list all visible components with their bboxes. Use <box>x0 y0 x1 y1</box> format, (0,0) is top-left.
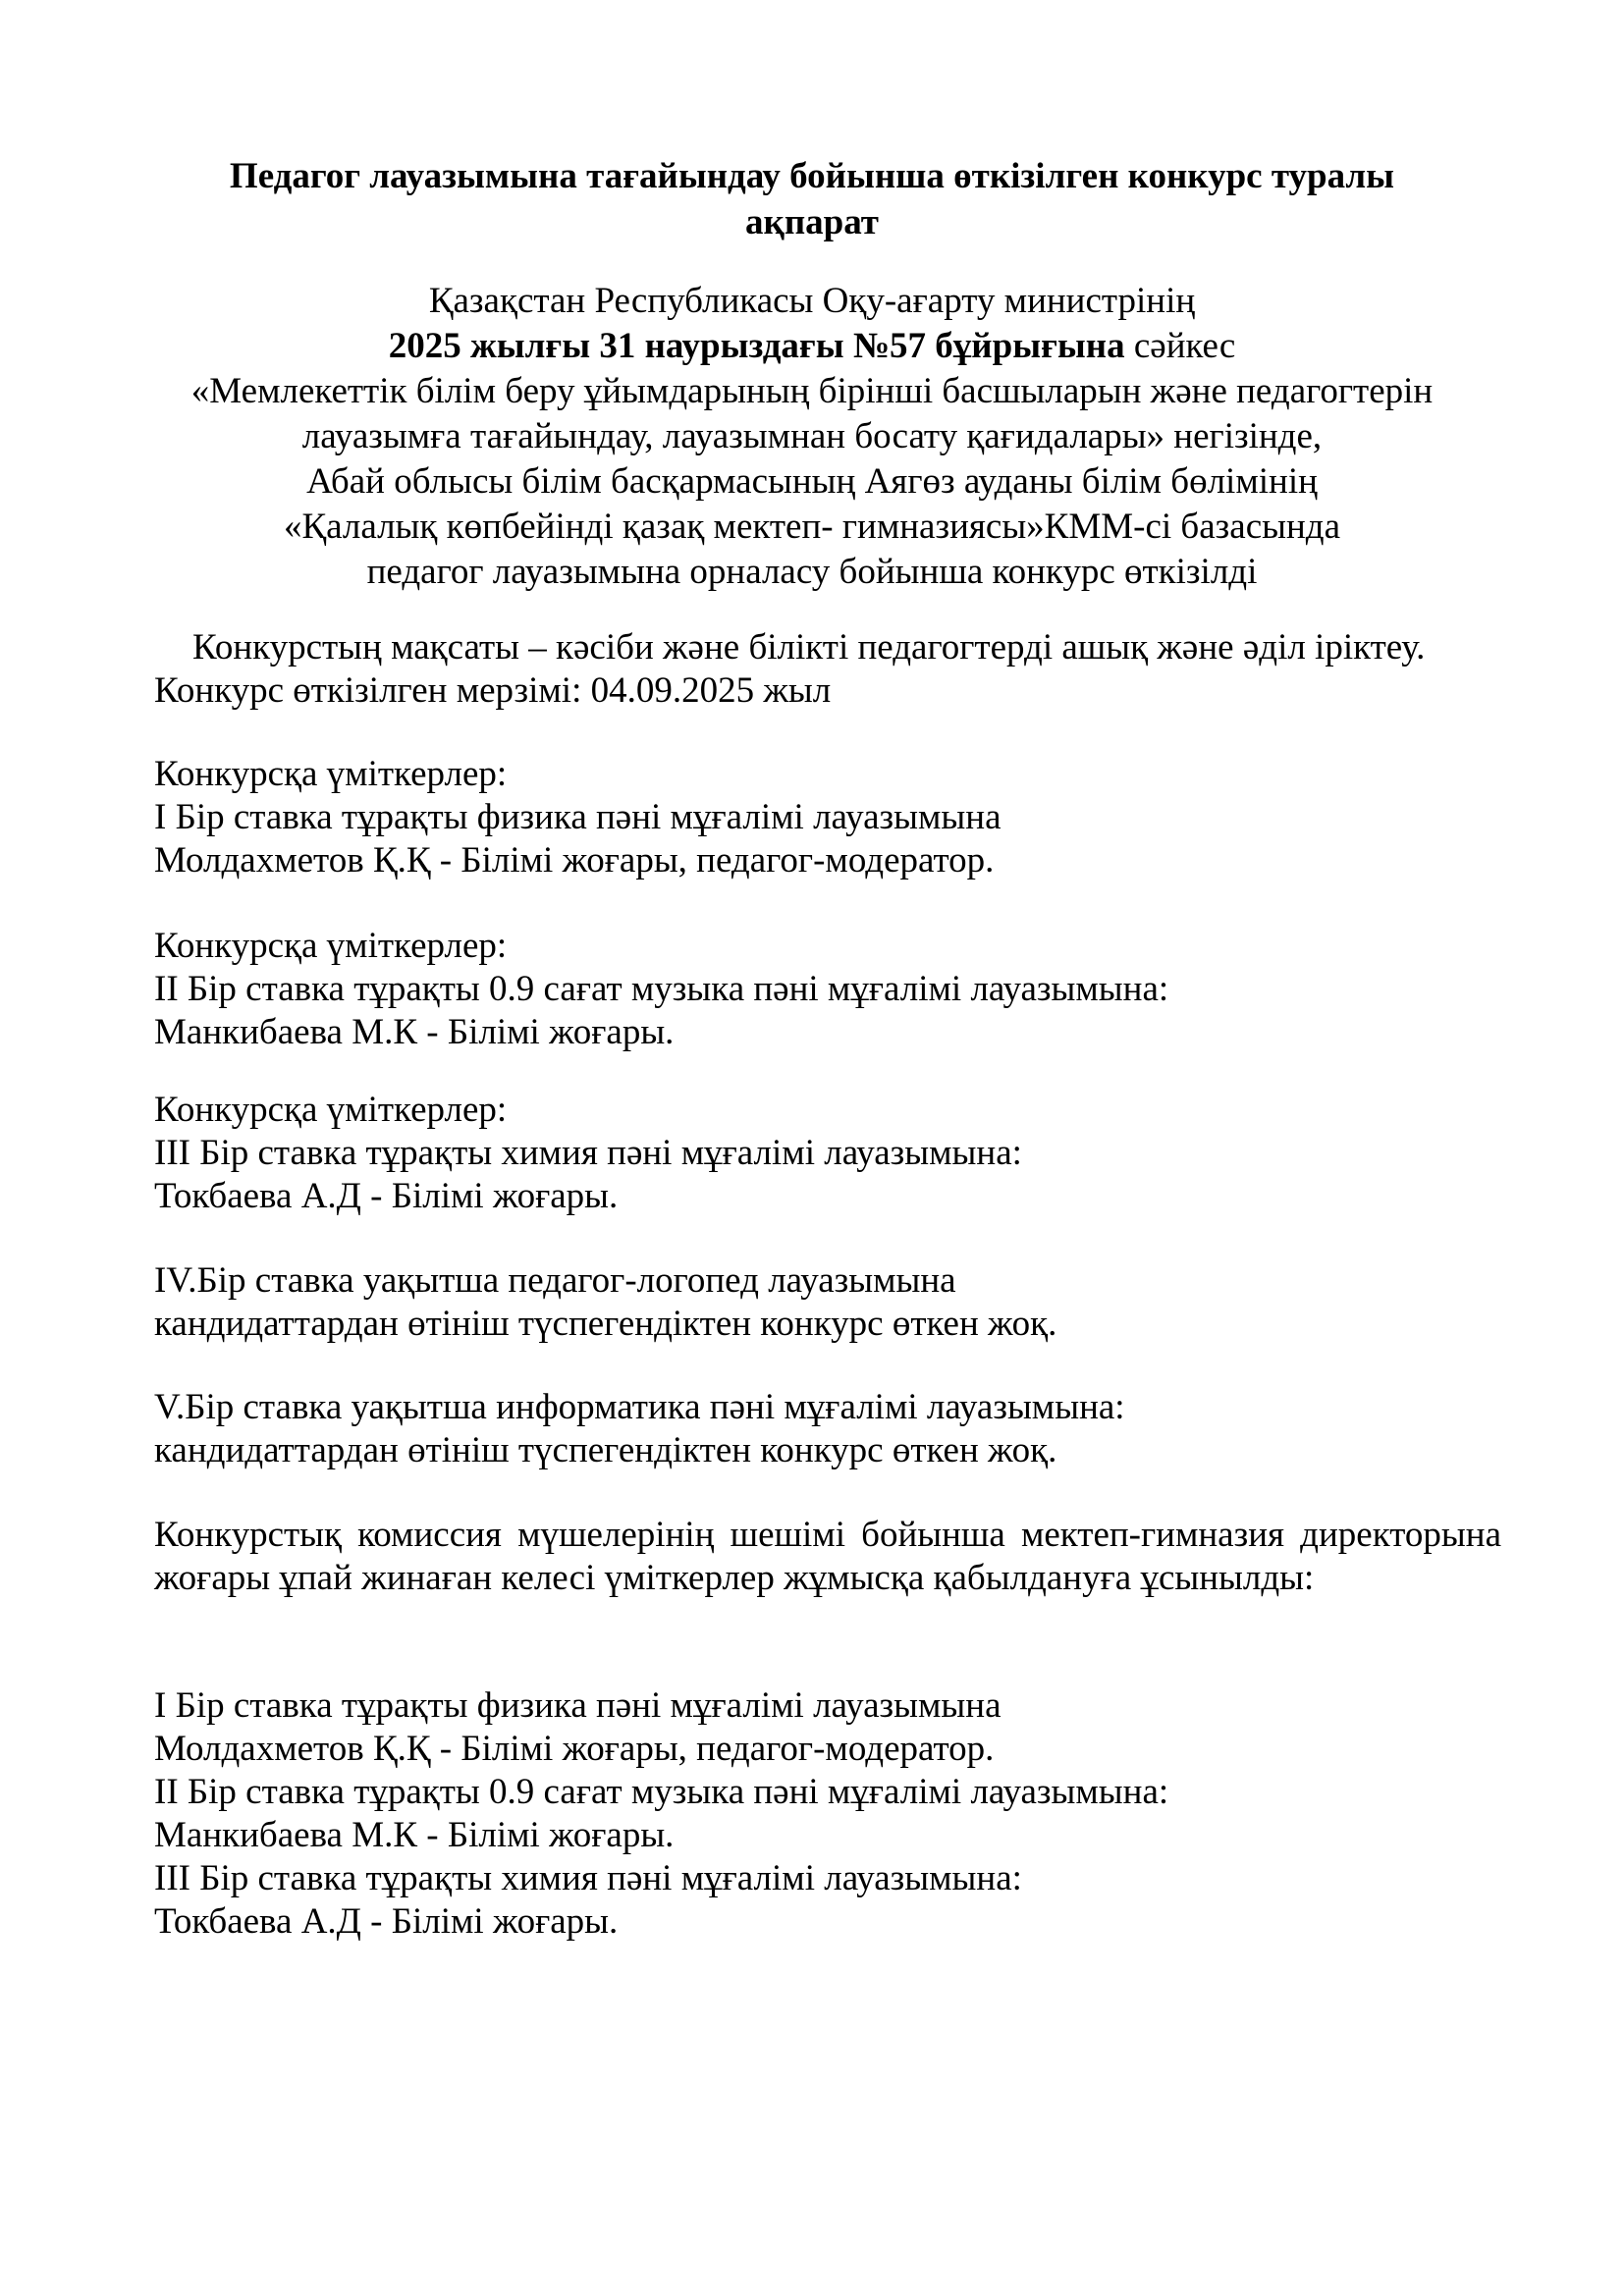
intro-line-6: «Қалалық көпбейінді қазақ мектеп- гимназиясы»КММ-сі базасында <box>283 507 1341 547</box>
section-5 <box>154 1386 1499 1472</box>
section-2-position: II Бір ставка тұрақты 0.9 сағат музыка пәні мұғалімі лауазымына: <box>154 969 1169 1009</box>
intro-line-5: Абай облысы білім басқармасының Аягөз ауданы білім бөлімінің <box>306 461 1318 502</box>
recommended-1-position: I Бір ставка тұрақты физика пәні мұғалімі лауазымына <box>154 1685 1001 1726</box>
section-4 <box>154 1259 1499 1346</box>
document-title <box>128 153 1496 245</box>
section-3-candidate: Токбаева А.Д - Білімі жоғары. <box>154 1176 619 1216</box>
purpose-block <box>154 626 1499 713</box>
intro-line-4: лауазымға тағайындау, лауазымнан босату қағидалары» негізінде, <box>301 416 1323 456</box>
section-2 <box>154 925 1499 1054</box>
section-1-candidate: Молдахметов Қ.Қ - Білімі жоғары, педагог-модератор. <box>154 840 995 881</box>
section-1-header: Конкурсқа үміткерлер: <box>154 754 508 794</box>
section-2-header: Конкурсқа үміткерлер: <box>154 926 508 966</box>
title-line-2: ақпарат <box>745 202 879 242</box>
intro-line-7: педагог лауазымына орналасу бойынша конкурс өткізілді <box>366 552 1258 592</box>
section-3 <box>154 1089 1499 1218</box>
section-1 <box>154 753 1499 882</box>
recommended-2-candidate: Манкибаева М.К - Білімі жоғары. <box>154 1815 675 1855</box>
section-3-position: III Бір ставка тұрақты химия пәні мұғалімі лауазымына: <box>154 1133 1022 1173</box>
recommended-1-candidate: Молдахметов Қ.Қ - Білімі жоғары, педагог-модератор. <box>154 1729 995 1769</box>
section-5-position: V.Бір ставка уақытша информатика пәні мұғалімі лауазымына: <box>154 1387 1125 1427</box>
recommended-list <box>154 1684 1499 1944</box>
section-4-note: кандидаттардан өтініш түспегендіктен конкурс өткен жоқ. <box>154 1304 1057 1344</box>
intro-line-2-rest: сәйкес <box>1124 326 1236 366</box>
recommended-3-position: III Бір ставка тұрақты химия пәні мұғалімі лауазымына: <box>154 1858 1022 1898</box>
intro-block <box>128 279 1496 595</box>
purpose-line: Конкурстың мақсаты – кәсіби және білікті педагогтерді ашық және әділ іріктеу. <box>192 627 1426 667</box>
intro-line-3: «Мемлекеттік білім беру ұйымдарының бірінші басшыларын және педагогтерін <box>190 371 1434 411</box>
section-1-position: I Бір ставка тұрақты физика пәні мұғалімі лауазымына <box>154 797 1001 837</box>
commission-decision: Конкурстық комиссия мүшелерінің шешімі бойынша мектеп-гимназия директорына жоғары ұпай жинаған келесі үміткерлер жұмысқа қабылдануға ұсынылды: <box>154 1515 1501 1598</box>
section-3-header: Конкурсқа үміткерлер: <box>154 1090 508 1130</box>
order-reference: 2025 жылғы 31 наурыздағы №57 бұйрығына <box>388 326 1125 366</box>
title-line-1: Педагог лауазымына тағайындау бойынша өткізілген конкурс туралы <box>229 156 1395 196</box>
recommended-3-candidate: Токбаева А.Д - Білімі жоғары. <box>154 1901 619 1942</box>
recommended-2-position: II Бір ставка тұрақты 0.9 сағат музыка пәні мұғалімі лауазымына: <box>154 1772 1169 1812</box>
intro-line-2 <box>128 324 1496 369</box>
section-4-position: IV.Бір ставка уақытша педагог-логопед лауазымына <box>154 1260 956 1301</box>
intro-line-1: Қазақстан Республикасы Оқу-ағарту министрінің <box>428 281 1196 321</box>
section-2-candidate: Манкибаева М.К - Білімі жоғары. <box>154 1012 675 1052</box>
section-5-note: кандидаттардан өтініш түспегендіктен конкурс өткен жоқ. <box>154 1430 1057 1470</box>
date-line: Конкурс өткізілген мерзімі: 04.09.2025 жыл <box>154 670 832 711</box>
